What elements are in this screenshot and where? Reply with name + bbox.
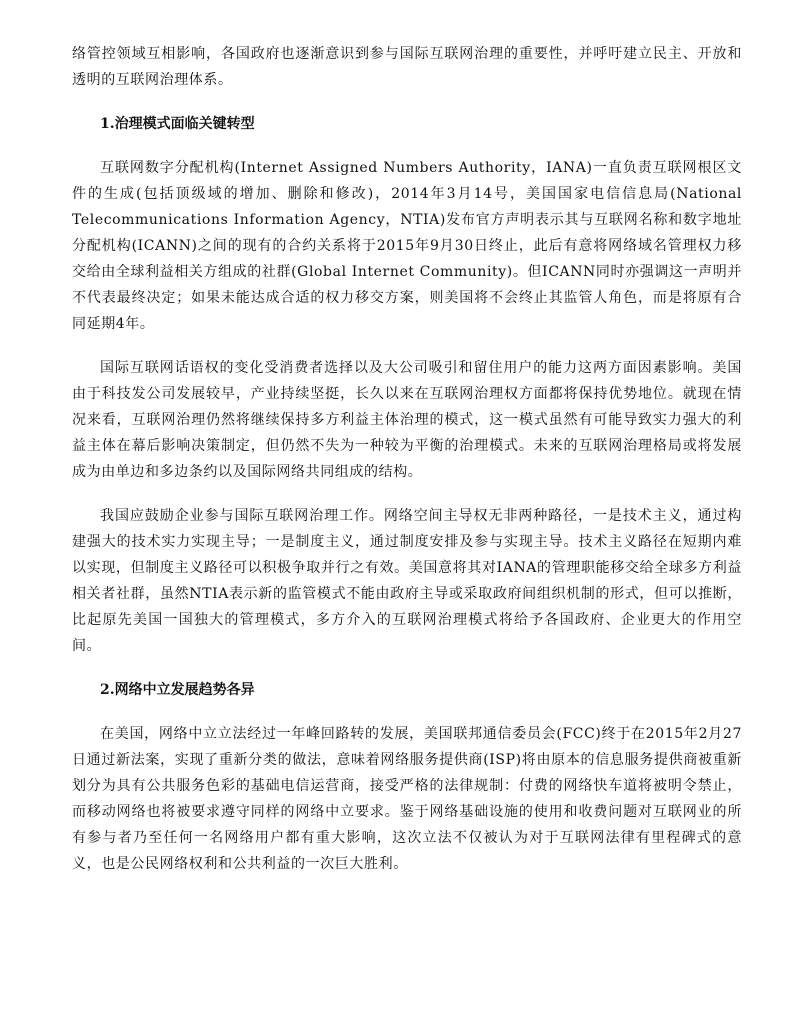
spacer bbox=[72, 485, 742, 503]
document-page bbox=[72, 41, 742, 877]
paragraph-discourse-power: 国际互联网话语权的变化受消费者选择以及大公司吸引和留住用户的能力这两方面因素影响。美国由于科技发公司发展较早，产业持续坚挺，长久以来在互联网治理权方面都将保持优势地位。就现在情况来看，互联网治理仍然将继续保持多方利益主体治理的模式，这一模式虽然有可能导致实力强大的利益主体在幕后影响决策制定，但仍然不失为一种较为平衡的治理模式。未来的互联网治理格局或将发展成为由单边和多边条约以及国际网络共同组成的结构。 bbox=[72, 360, 742, 480]
spacer bbox=[72, 703, 742, 721]
paragraph-iana: 互联网数字分配机构(Internet Assigned Numbers Authority，IANA)一直负责互联网根区文件的生成(包括顶级域的增加、删除和修改)，2014年3月14号，美国国家电信信息局(National Telecommunications Information Agency，NTIA)发布官方声明表示其与互联网名称和数字地址分配机构(ICANN)之间的现有的合约关系将于2015年9月30日终止，此后有意将网络域名管理权力移交给由全球利益相关方组成的社群(Global Internet Community)。但ICANN同时亦强调这一声明并不代表最终决定；如果未能达成合适的权力移交方案，则美国将不会终止其监管人角色，而是将原有合同延期4年。 bbox=[72, 160, 742, 332]
paragraph-net-neutrality: 在美国，网络中立立法经过一年峰回路转的发展，美国联邦通信委员会(FCC)终于在2015年2月27日通过新法案，实现了重新分类的做法，意味着网络服务提供商(ISP)将由原本的信息服务提供商被重新划分为具有公共服务色彩的基础电信运营商，接受严格的法律规制：付费的网络快车道将被明令禁止，而移动网络也将被要求遵守同样的网络中立要求。鉴于网络基础设施的使用和收费问题对互联网业的所有参与者乃至任何一名网络用户都有重大影响，这次立法不仅被认为对于互联网法律有里程碑式的意义，也是公民网络权利和公共利益的一次巨大胜利。 bbox=[72, 726, 742, 872]
section-heading-1: 1.治理模式面临关键转型 bbox=[100, 116, 255, 132]
paragraph-continuation: 络管控领域互相影响，各国政府也逐渐意识到参与国际互联网治理的重要性，并呼吁建立民主、开放和透明的互联网治理体系。 bbox=[72, 46, 742, 88]
spacer bbox=[72, 93, 742, 111]
spacer bbox=[72, 137, 742, 155]
section-heading-2: 2.网络中立发展趋势各异 bbox=[100, 682, 255, 698]
spacer bbox=[72, 337, 742, 355]
spacer bbox=[72, 659, 742, 677]
paragraph-enterprise-participation: 我国应鼓励企业参与国际互联网治理工作。网络空间主导权无非两种路径，一是技术主义，通过构建强大的技术实力实现主导；一是制度主义，通过制度安排及参与实现主导。技术主义路径在短期内难以实现，但制度主义路径可以积极争取并行之有效。美国意将其对IANA的管理职能移交给全球多方利益相关者社群，虽然NTIA表示新的监管模式不能由政府主导或采取政府间组织机制的形式，但可以推断，比起原先美国一国独大的管理模式，多方介入的互联网治理模式将给予各国政府、企业更大的作用空间。 bbox=[72, 508, 742, 654]
